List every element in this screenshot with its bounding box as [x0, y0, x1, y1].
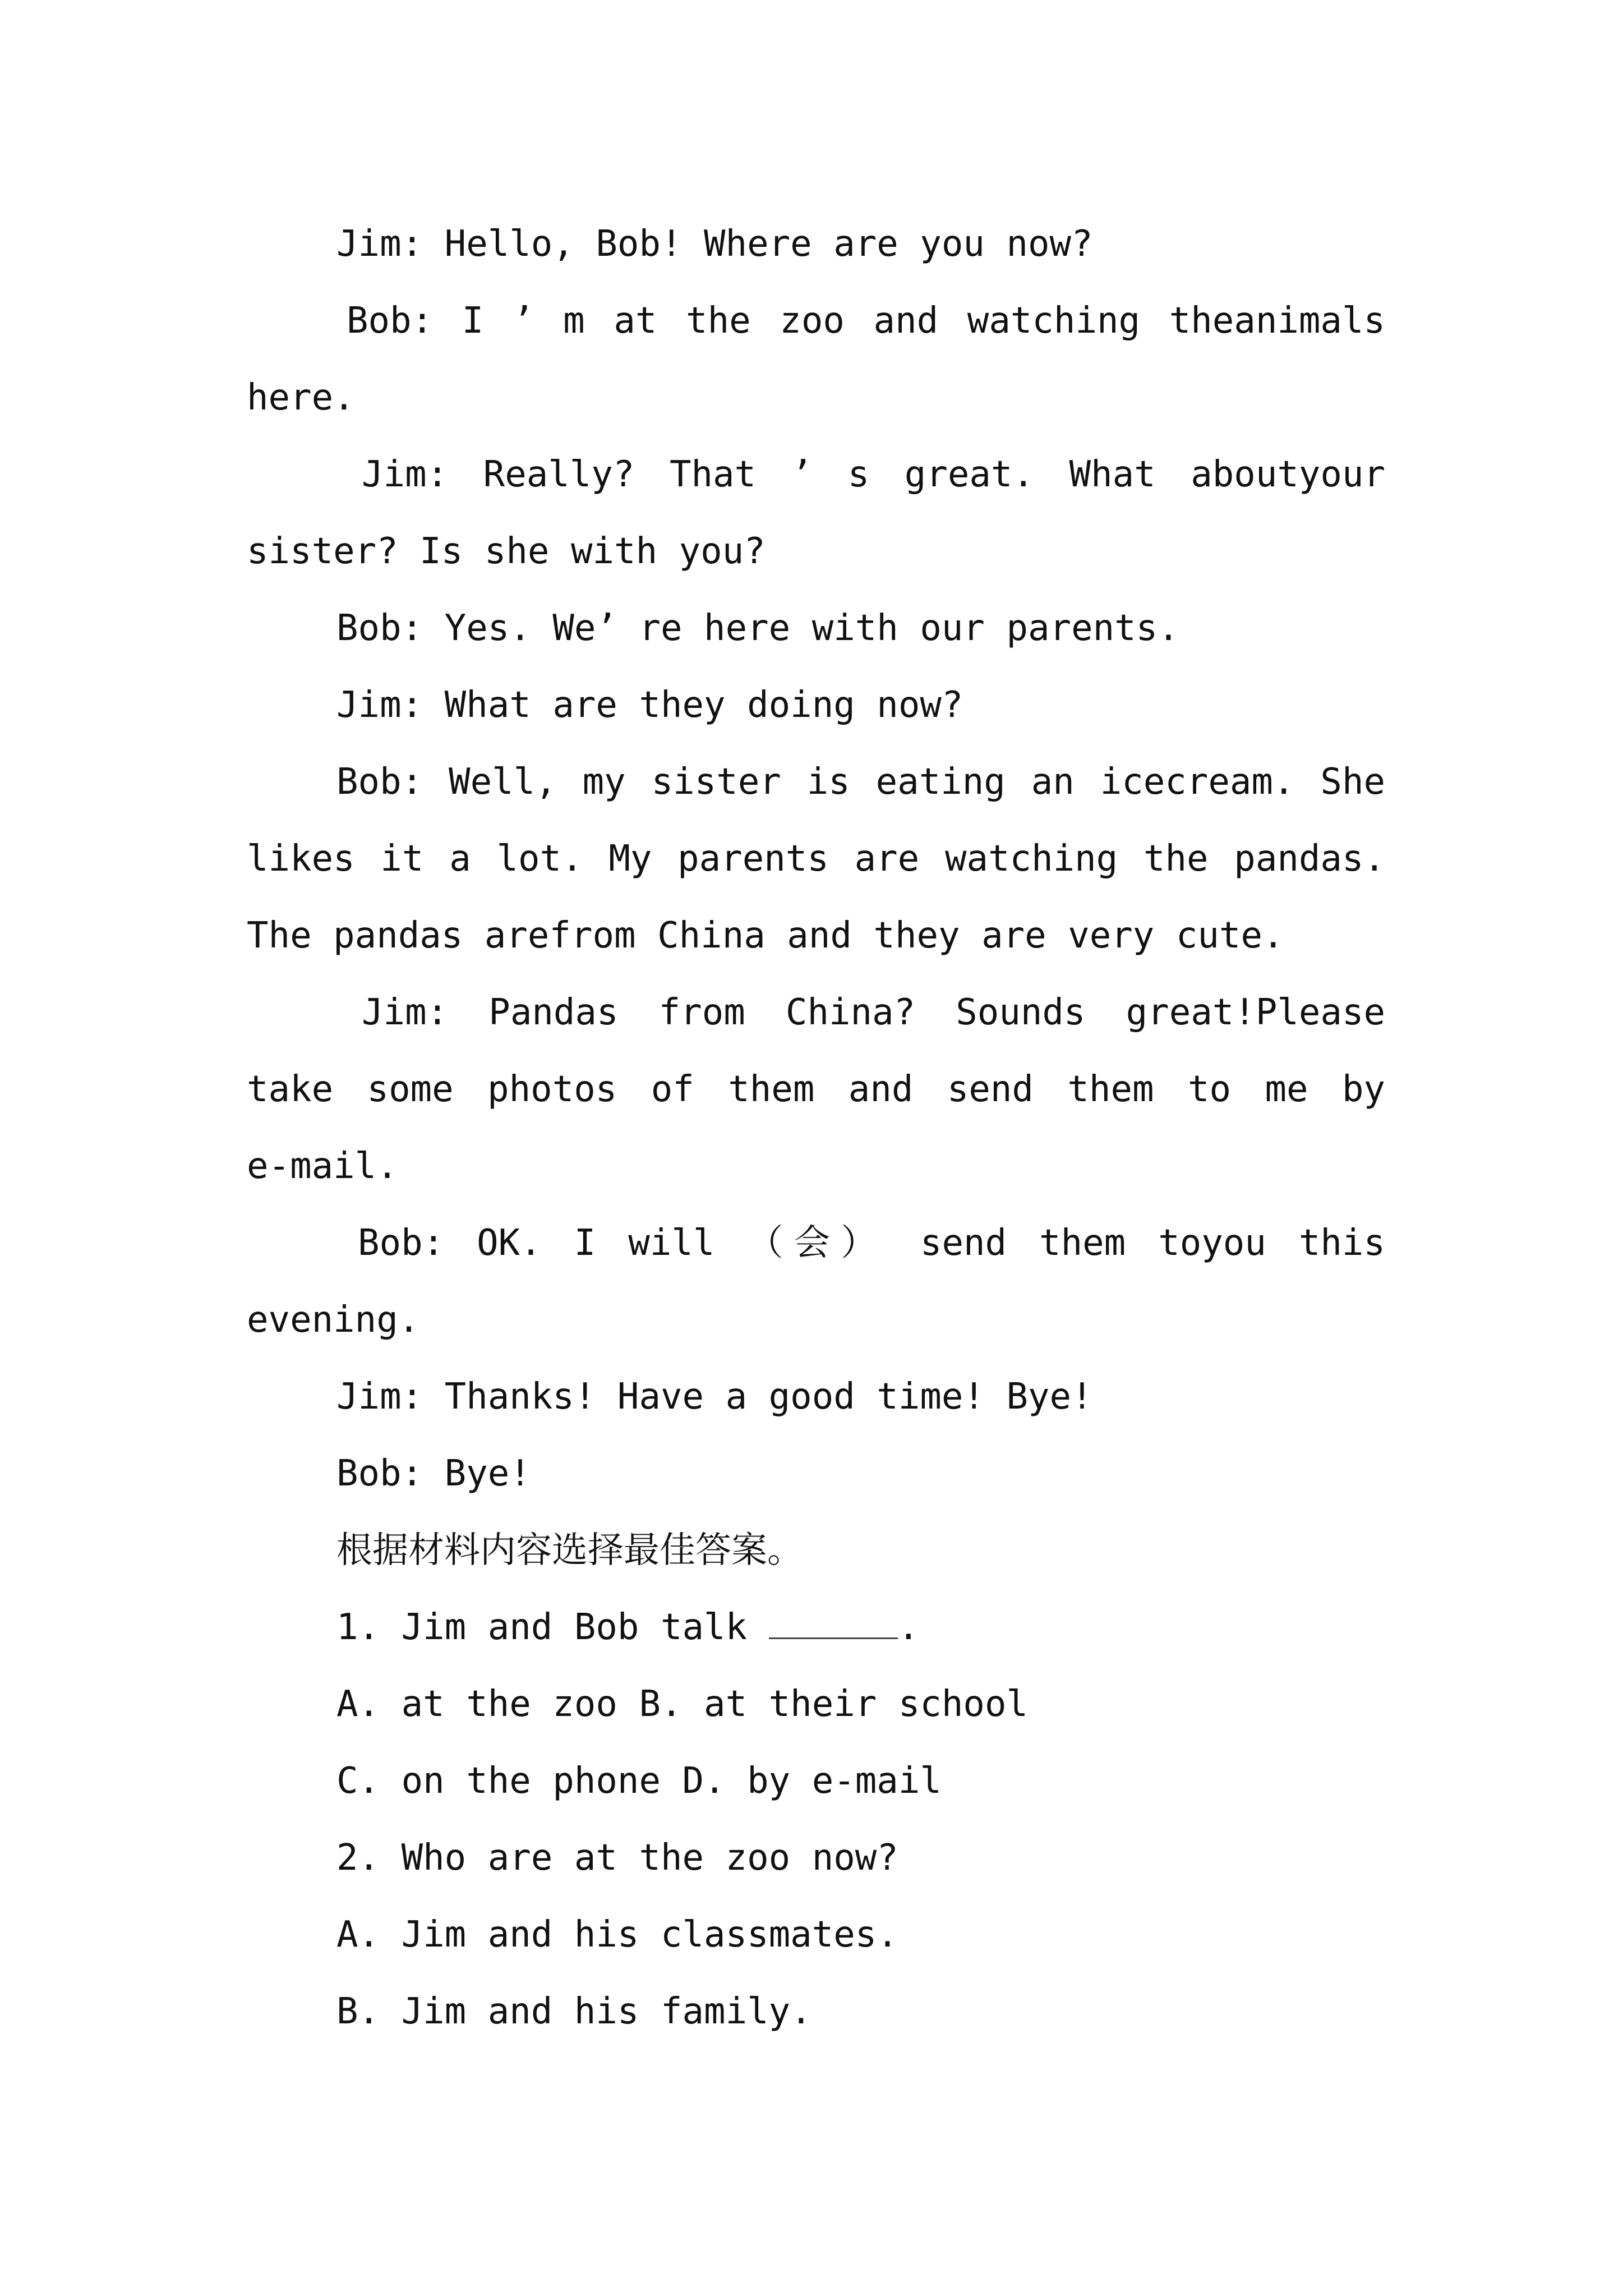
question-1-stem: 1. Jim and Bob talk [336, 1607, 769, 1648]
question-2-option-b: B. Jim and his family. [336, 1991, 812, 2032]
question-1 [336, 1589, 1385, 1666]
dialogue-line: Bob: I ’ m at the zoo and watching theanimals [347, 300, 1385, 342]
dialogue-line: Bob: OK. I will （会） send them toyou this [358, 1222, 1385, 1264]
dialogue-line: take some photos of them and send them to me by [247, 1069, 1385, 1110]
question-1-options-cd: C. on the phone D. by e-mail [336, 1760, 942, 1802]
dialogue-line: Jim: Hello, Bob! Where are you now? [336, 223, 1093, 265]
dialogue-line: Jim: Thanks! Have a good time! Bye! [336, 1376, 1093, 1418]
dialogue-line: sister? Is she with you? [247, 531, 766, 572]
dialogue-line: Bob: Yes. We’ re here with our parents. [336, 608, 1179, 649]
instruction: 根据材料内容选择最佳答案。 [336, 1530, 803, 1571]
question-2-option-a: A. Jim and his classmates. [336, 1914, 898, 1955]
dialogue-line: The pandas arefrom China and they are very cute. [247, 915, 1284, 956]
answer-blank [769, 1598, 898, 1639]
dialogue-line: likes it a lot. My parents are watching the pandas. [247, 838, 1385, 880]
question-1-options-ab: A. at the zoo B. at their school [336, 1683, 1028, 1725]
dialogue-line: Jim: What are they doing now? [336, 684, 963, 726]
dialogue-line: Jim: Pandas from China? Sounds great!Please [362, 992, 1385, 1033]
dialogue-line: here. [247, 377, 355, 418]
dialogue-line: e-mail. [247, 1145, 398, 1187]
dialogue-line: Bob: Well, my sister is eating an icecream. She [336, 761, 1385, 803]
dialogue-line: Jim: Really? That ’ s great. What aboutyour [362, 454, 1385, 495]
dialogue-line: evening. [247, 1299, 420, 1341]
question-2-stem: 2. Who are at the zoo now? [336, 1837, 898, 1879]
question-1-stem-end: . [897, 1607, 920, 1648]
dialogue-line: Bob: Bye! [336, 1453, 531, 1494]
